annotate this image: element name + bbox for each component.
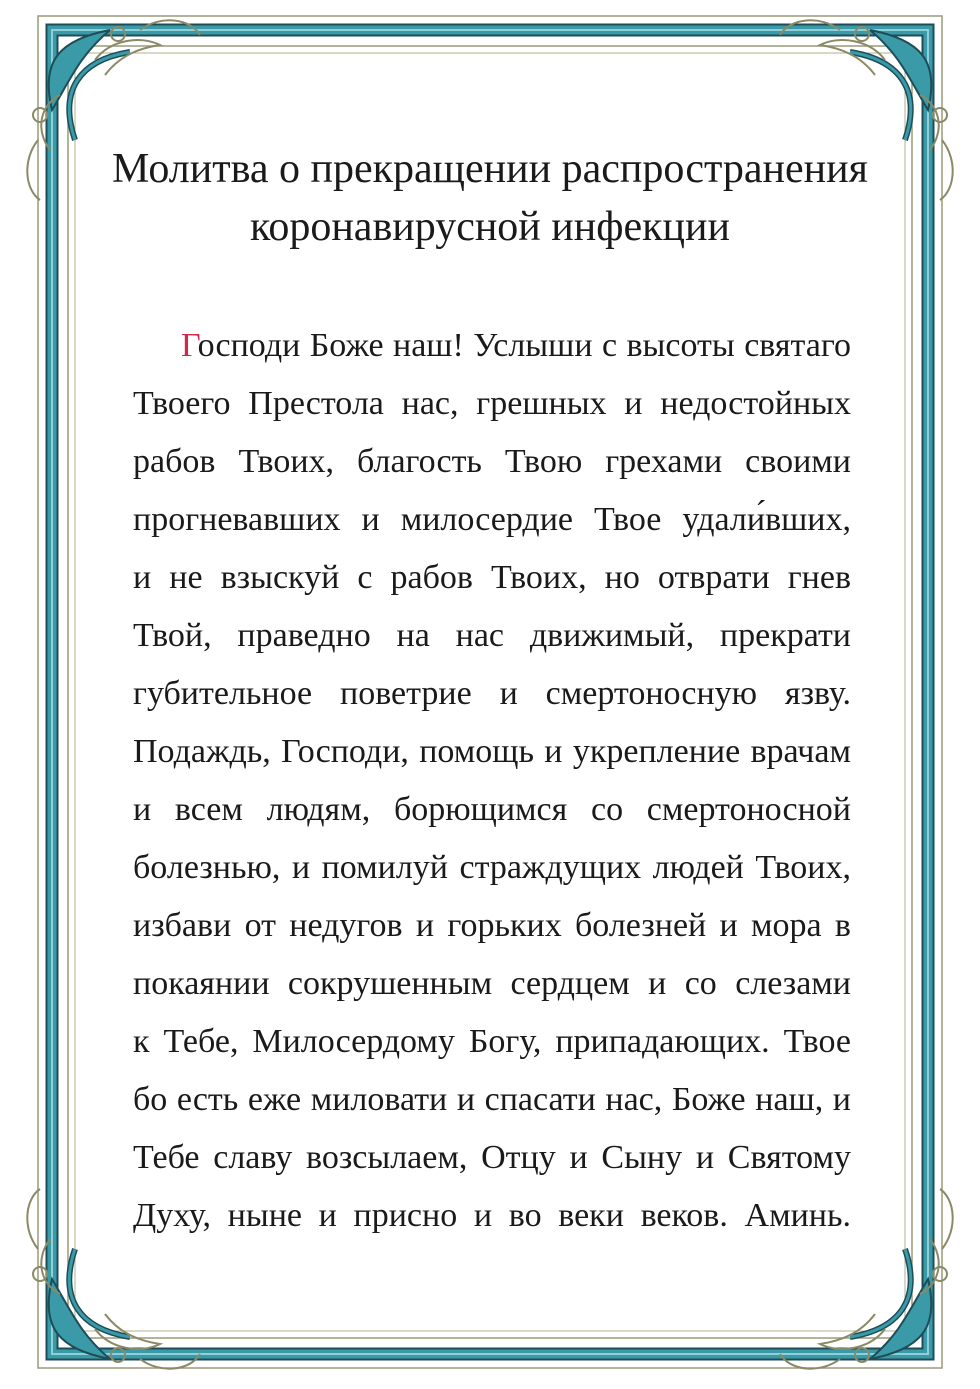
prayer-line: Тебе славу возсылаем, Отцу и Сыну и Святому — [133, 1139, 851, 1176]
prayer-line-first-rest: осподи Боже наш! Услыши с высоты святаго — [197, 327, 851, 364]
prayer-line: бо есть еже миловати и спасати нас, Боже наш, и — [133, 1081, 851, 1118]
title-line-2: коронавирусной инфекции — [250, 204, 730, 250]
prayer-line: Подаждь, Господи, помощь и укрепление врачам — [133, 733, 851, 770]
prayer-text — [133, 317, 851, 1245]
prayer-line-last: Духу, ныне и присно и во веки веков. Аминь. — [133, 1197, 851, 1234]
prayer-line: губительное поветрие и смертоносную язву. — [133, 675, 851, 712]
prayer-line: покаянии сокрушенным сердцем и со слезами — [133, 965, 851, 1002]
red-initial-letter: Г — [181, 327, 198, 364]
prayer-line-first — [133, 317, 851, 375]
prayer-line: Твоего Престола нас, грешных и недостойных — [133, 385, 851, 422]
prayer-line: прогневавших и милосердие Твое удали́вших, — [133, 501, 851, 538]
prayer-line: болезнью, и помилуй страждущих людей Твоих, — [133, 849, 851, 886]
prayer-line: Твой, праведно на нас движимый, прекрати — [133, 617, 851, 654]
prayer-title — [60, 140, 920, 256]
prayer-line: и не взыскуй с рабов Твоих, но отврати гнев — [133, 559, 851, 596]
prayer-line: и всем людям, борющимся со смертоносной — [133, 791, 851, 828]
prayer-line: рабов Твоих, благость Твою грехами своими — [133, 443, 851, 480]
prayer-line: к Тебе, Милосердому Богу, припадающих. Твое — [133, 1023, 851, 1060]
prayer-line: избави от недугов и горьких болезней и мора в — [133, 907, 851, 944]
title-line-1: Молитва о прекращении распространения — [112, 146, 868, 192]
